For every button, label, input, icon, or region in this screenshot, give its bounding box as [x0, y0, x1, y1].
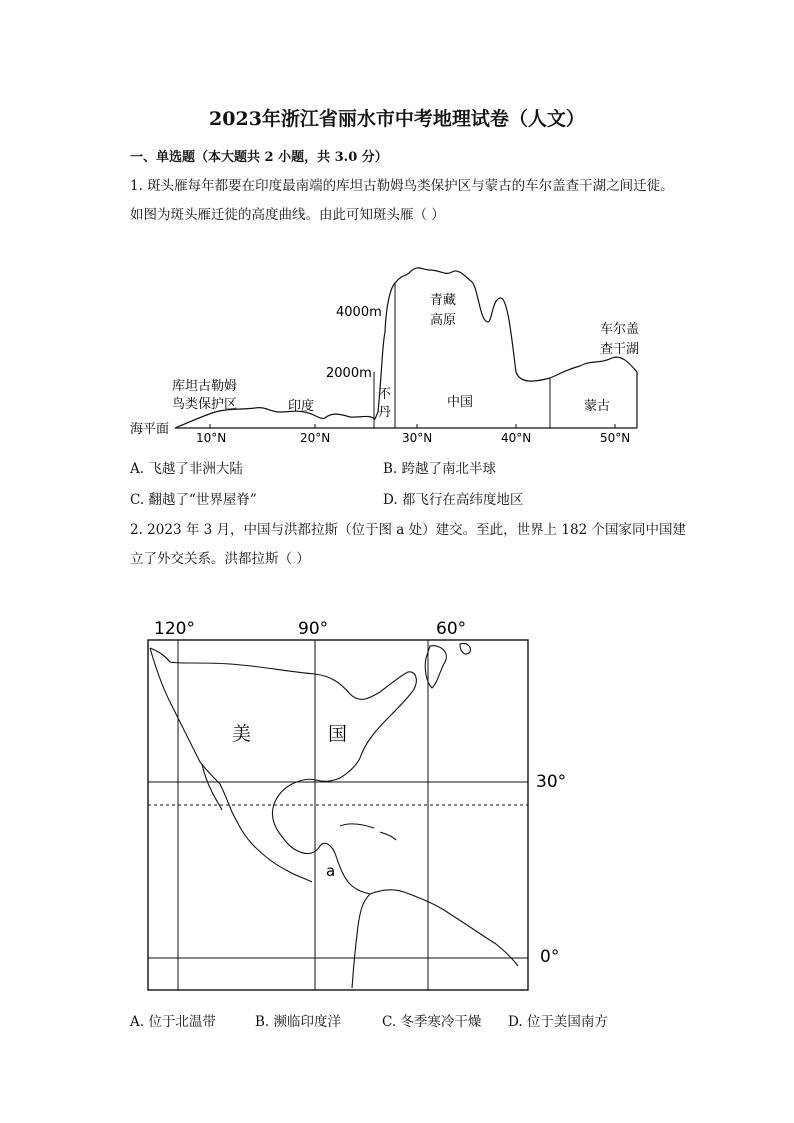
country-label-2: 国 [328, 723, 348, 745]
q2-option-a[interactable]: A. 位于北温带 [130, 1014, 216, 1030]
migration-altitude-profile [120, 262, 660, 447]
q2-option-b[interactable]: B. 濒临印度洋 [255, 1014, 342, 1030]
country-label-1: 美 [232, 723, 252, 745]
question-1 [130, 172, 720, 230]
lat-label-40n: 40°N [501, 431, 532, 445]
lat-label-30: 30° [536, 772, 567, 792]
page-title: 2023年浙江省丽水市中考地理试卷（人文） [209, 108, 585, 130]
region-mongolia-label: 蒙古 [584, 399, 611, 414]
alt-label-2000: 2000m [326, 366, 372, 381]
lat-label-0: 0° [540, 947, 560, 967]
question-1-line-2: 如图为斑头雁迁徙的高度曲线。由此可知斑头雁（ ） [130, 207, 445, 223]
region-lake-label-2: 查干湖 [600, 342, 640, 357]
alt-label-4000: 4000m [336, 305, 382, 320]
region-lake-label-1: 车尔盖 [600, 322, 640, 337]
lon-label-60: 60° [436, 619, 467, 639]
q1-option-a[interactable]: A. 飞越了非洲大陆 [130, 461, 243, 477]
lon-label-90: 90° [298, 619, 329, 639]
q2-option-d[interactable]: D. 位于美国南方 [508, 1014, 608, 1030]
section-heading: 一、单选题（本大题共 2 小题，共 3.0 分） [130, 150, 388, 165]
caribbean-islands [340, 824, 396, 840]
lon-label-120: 120° [154, 619, 195, 639]
q1-option-d[interactable]: D. 都飞行在高纬度地区 [383, 492, 524, 508]
q2-option-c[interactable]: C. 冬季寒冷干燥 [382, 1014, 482, 1030]
west-coast [150, 648, 312, 882]
q1-option-c[interactable]: C. 翻越了“世界屋脊” [130, 492, 257, 508]
lat-label-50n: 50°N [600, 431, 631, 445]
lat-label-30n: 30°N [402, 431, 433, 445]
region-kutan-label-2: 鸟类保护区 [172, 397, 238, 412]
lat-label-10n: 10°N [196, 431, 227, 445]
north-america-coastline [150, 648, 416, 894]
baja-peninsula [202, 764, 222, 810]
q1-option-b[interactable]: B. 跨越了南北半球 [383, 461, 497, 477]
region-china-label: 中国 [447, 395, 474, 410]
question-1-line-1: 1. 斑头雁每年都要在印度最南端的库坦古勒姆鸟类保护区与蒙古的车尔盖查干湖之间迁徙。 [130, 178, 674, 194]
question-2 [130, 516, 720, 574]
americas-map [140, 612, 580, 997]
region-bhutan-label-2: 丹 [378, 405, 392, 420]
altitude-curve [175, 268, 640, 428]
region-plateau-label-2: 高原 [430, 313, 457, 328]
region-bhutan-label-1: 不 [378, 387, 392, 402]
region-plateau-label-1: 青藏 [430, 293, 457, 308]
alt-label-sea-level: 海平面 [130, 422, 170, 437]
question-2-line-1: 2. 2023 年 3 月，中国与洪都拉斯（位于图 a 处）建交。至此，世界上 182 个国家同中国建 [130, 522, 686, 538]
south-america-coastline [352, 890, 518, 988]
lat-label-20n: 20°N [300, 431, 331, 445]
map-frame [148, 640, 528, 990]
region-india-label: 印度 [288, 399, 315, 414]
map-marker-a: a [326, 862, 336, 880]
island-outline [460, 643, 470, 653]
region-kutan-label-1: 库坦古勒姆 [172, 379, 238, 394]
question-2-line-2: 立了外交关系。洪都拉斯（ ） [130, 551, 310, 567]
